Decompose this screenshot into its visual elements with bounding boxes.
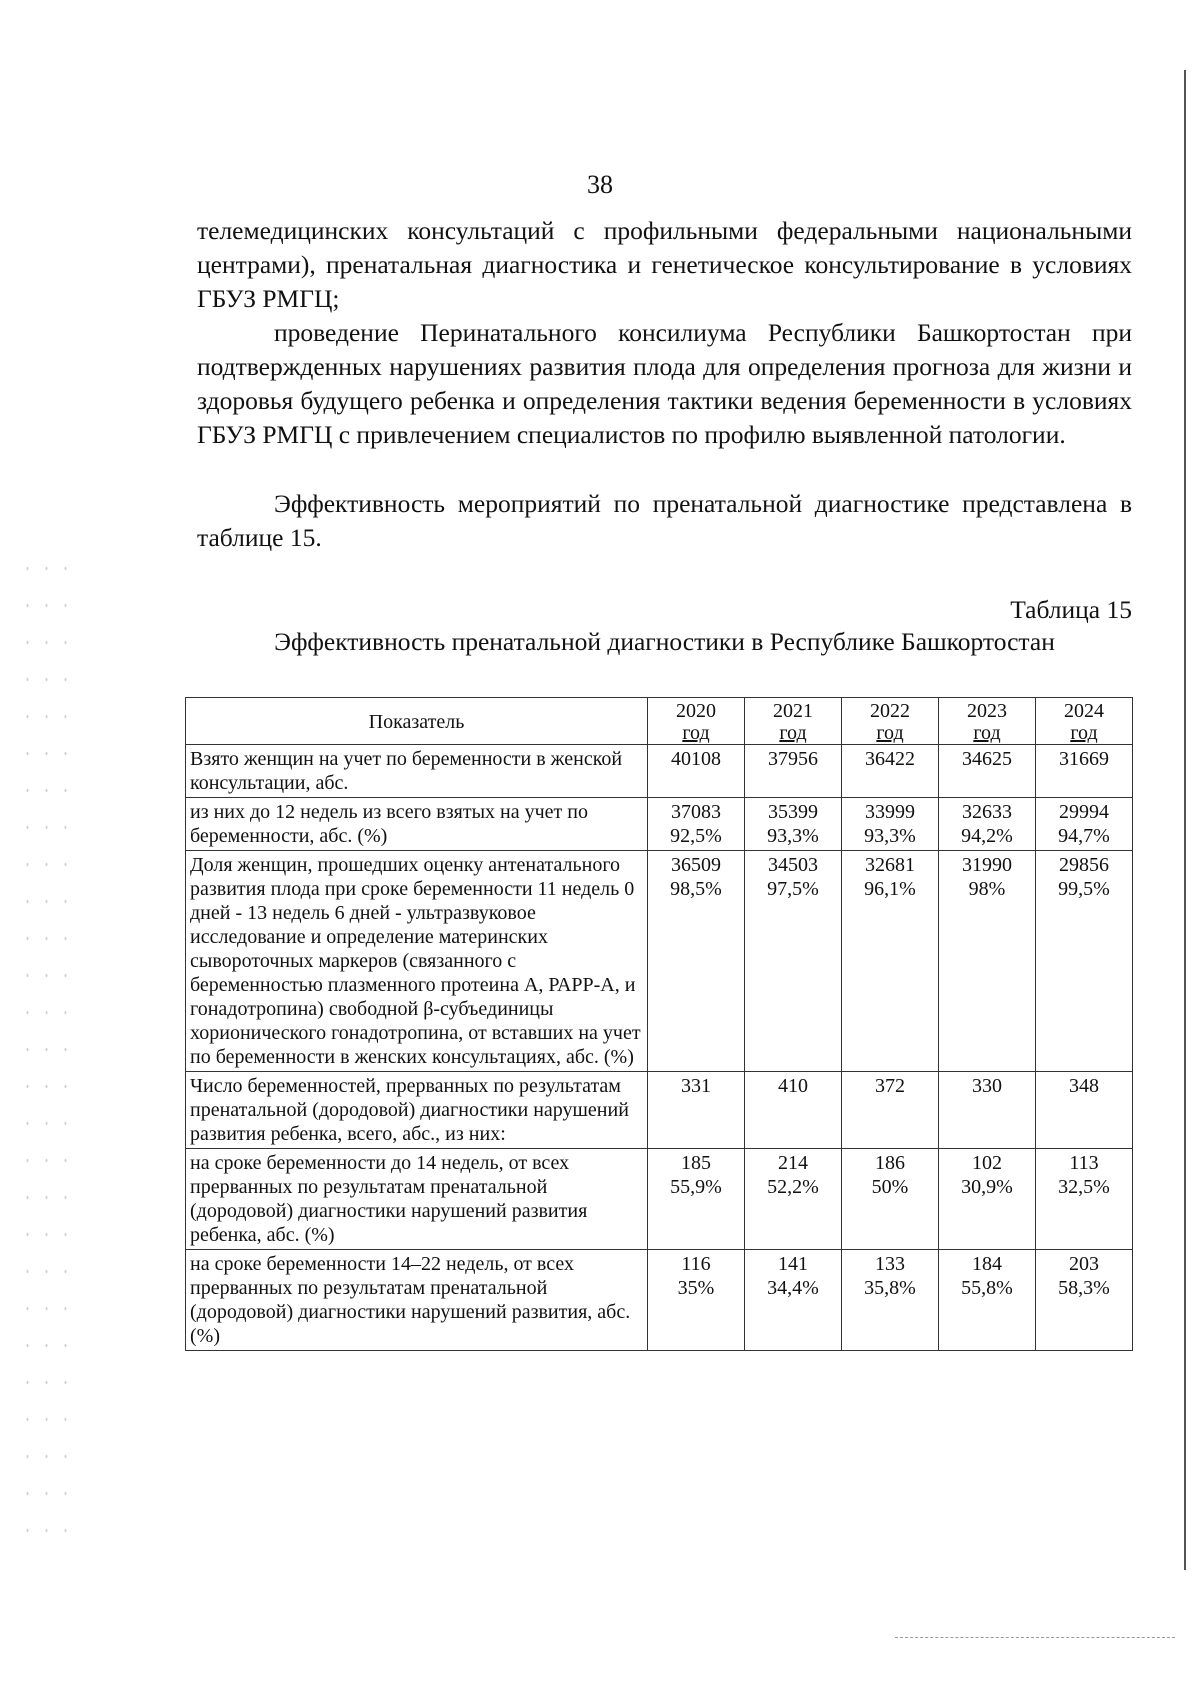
header-year-suffix: год <box>973 722 1001 744</box>
value-percent: 96,1% <box>864 878 916 900</box>
value-cell <box>745 798 842 851</box>
value-percent: 55,8% <box>961 1277 1013 1299</box>
value-cell <box>842 1149 939 1250</box>
paragraph-table-reference: Эффективность мероприятий по пренатальной диагностике представлена в таблице 15. <box>197 489 1132 552</box>
value-percent: 55,9% <box>670 1176 722 1198</box>
table-title: Эффективность пренатальной диагностики в Республике Башкортостан <box>274 627 1055 656</box>
row-indicator: на сроке беременности до 14 недель, от всех прерванных по результатам пренатальной (дородовой) диагностики нарушений развития ребенка, абс. (%) <box>186 1149 648 1250</box>
row-indicator: из них до 12 недель из всего взятых на учет по беременности, абс. (%) <box>186 798 648 851</box>
row-indicator: Доля женщин, прошедших оценку антенатального развития плода при сроке беременности 11 недель 0 дней - 13 недель 6 дней - ультразвуковое исследование и определение материнских сывороточных маркеров (связанного с беременностью плазменного протеина А, РАРР-А, и гонадотропина) свободной β-субъединицы хорионического гонадотропина, от вставших на учет по беременности в женских консультациях, абс. (%) <box>186 851 648 1072</box>
value-cell <box>1036 1149 1133 1250</box>
value-cell <box>745 745 842 798</box>
header-year-number: 2022 <box>870 700 910 722</box>
value-cell <box>939 1072 1036 1149</box>
value-cell <box>745 1072 842 1149</box>
value-cell <box>648 745 745 798</box>
value-cell <box>1036 1250 1133 1351</box>
value-abs: 31669 <box>1059 748 1109 770</box>
value-abs: 29856 <box>1059 854 1109 876</box>
value-cell <box>842 745 939 798</box>
value-percent: 98% <box>968 878 1006 900</box>
header-year-suffix: год <box>1070 722 1098 744</box>
value-percent: 30,9% <box>961 1176 1013 1198</box>
header-year-suffix: год <box>779 722 807 744</box>
value-abs: 36509 <box>671 854 721 876</box>
value-percent: 32,5% <box>1058 1176 1110 1198</box>
value-abs: 203 <box>1069 1253 1099 1275</box>
value-percent: 93,3% <box>864 825 916 847</box>
value-abs: 330 <box>972 1075 1002 1097</box>
prenatal-diagnostics-table <box>185 697 1133 1351</box>
header-year <box>648 698 745 745</box>
paragraph-continuation: телемедицинских консультаций с профильными федеральными национальными центрами), пренатальная диагностика и генетическое консультирование в условиях ГБУЗ РМГЦ; <box>197 216 1132 313</box>
table-row <box>186 798 1133 851</box>
value-abs: 40108 <box>671 748 721 770</box>
table-header-row <box>186 698 1133 745</box>
header-year-suffix: год <box>682 722 710 744</box>
value-abs: 184 <box>972 1253 1002 1275</box>
value-abs: 410 <box>778 1075 808 1097</box>
value-percent: 94,2% <box>961 825 1013 847</box>
value-cell <box>939 1149 1036 1250</box>
value-abs: 185 <box>681 1152 711 1174</box>
value-abs: 116 <box>681 1253 711 1275</box>
header-year-number: 2021 <box>773 700 813 722</box>
header-year-number: 2020 <box>676 700 716 722</box>
value-abs: 33999 <box>865 801 915 823</box>
table-row <box>186 1149 1133 1250</box>
row-indicator: на сроке беременности 14–22 недель, от всех прерванных по результатам пренатальной (дородовой) диагностики нарушений развития, абс. (%) <box>186 1250 648 1351</box>
value-percent: 58,3% <box>1058 1277 1110 1299</box>
value-cell <box>939 851 1036 1072</box>
value-abs: 372 <box>875 1075 905 1097</box>
table-body <box>186 745 1133 1351</box>
value-percent: 50% <box>871 1176 909 1198</box>
value-abs: 102 <box>972 1152 1002 1174</box>
value-cell <box>648 798 745 851</box>
header-indicator: Показатель <box>186 698 648 745</box>
value-cell <box>648 1250 745 1351</box>
scan-footer-line <box>895 1637 1175 1639</box>
value-cell <box>648 851 745 1072</box>
page-number: 38 <box>587 170 613 199</box>
table-row <box>186 1250 1133 1351</box>
value-percent: 52,2% <box>767 1176 819 1198</box>
table-row <box>186 745 1133 798</box>
header-year <box>1036 698 1133 745</box>
value-abs: 214 <box>778 1152 808 1174</box>
header-year <box>842 698 939 745</box>
value-cell <box>842 851 939 1072</box>
value-percent: 35,8% <box>864 1277 916 1299</box>
value-cell <box>745 1149 842 1250</box>
value-abs: 133 <box>875 1253 905 1275</box>
value-cell <box>842 1072 939 1149</box>
value-percent: 34,4% <box>767 1277 819 1299</box>
value-percent: 35% <box>677 1277 715 1299</box>
header-year-number: 2023 <box>967 700 1007 722</box>
value-abs: 331 <box>681 1075 711 1097</box>
value-percent: 98,5% <box>670 878 722 900</box>
header-year-number: 2024 <box>1064 700 1104 722</box>
value-abs: 113 <box>1069 1152 1099 1174</box>
value-abs: 186 <box>875 1152 905 1174</box>
value-cell <box>745 851 842 1072</box>
value-abs: 31990 <box>962 854 1012 876</box>
value-cell <box>939 745 1036 798</box>
value-cell <box>1036 851 1133 1072</box>
value-percent: 99,5% <box>1058 878 1110 900</box>
value-percent: 92,5% <box>670 825 722 847</box>
table-row <box>186 1072 1133 1149</box>
value-abs: 32681 <box>865 854 915 876</box>
value-cell <box>745 1250 842 1351</box>
value-abs: 37956 <box>768 748 818 770</box>
value-abs: 35399 <box>768 801 818 823</box>
header-year <box>939 698 1036 745</box>
scan-edge-line <box>1184 70 1186 1570</box>
header-year-suffix: год <box>876 722 904 744</box>
value-percent: 93,3% <box>767 825 819 847</box>
value-abs: 29994 <box>1059 801 1109 823</box>
value-abs: 37083 <box>671 801 721 823</box>
value-cell <box>939 1250 1036 1351</box>
value-cell <box>1036 1072 1133 1149</box>
value-abs: 34625 <box>962 748 1012 770</box>
value-cell <box>939 798 1036 851</box>
header-year <box>745 698 842 745</box>
value-abs: 141 <box>778 1253 808 1275</box>
value-cell <box>842 798 939 851</box>
value-percent: 97,5% <box>767 878 819 900</box>
value-abs: 32633 <box>962 801 1012 823</box>
table-row <box>186 851 1133 1072</box>
value-cell <box>1036 798 1133 851</box>
value-cell <box>842 1250 939 1351</box>
value-abs: 34503 <box>768 854 818 876</box>
value-abs: 36422 <box>865 748 915 770</box>
value-abs: 348 <box>1069 1075 1099 1097</box>
paragraph-perinatal-council: проведение Перинатального консилиума Республики Башкортостан при подтвержденных нарушениях развития плода для определения прогноза для жизни и здоровья будущего ребенка и определения тактики ведения беременности в условиях ГБУЗ РМГЦ с привлечением специалистов по профилю выявленной патологии. <box>197 318 1132 449</box>
row-indicator: Взято женщин на учет по беременности в женской консультации, абс. <box>186 745 648 798</box>
value-cell <box>648 1149 745 1250</box>
row-indicator: Число беременностей, прерванных по результатам пренатальной (дородовой) диагностики нарушений развития ребенка, всего, абс., из них: <box>186 1072 648 1149</box>
scan-noise <box>18 550 68 1550</box>
value-percent: 94,7% <box>1058 825 1110 847</box>
table-label: Таблица 15 <box>1010 595 1132 624</box>
value-cell <box>1036 745 1133 798</box>
value-cell <box>648 1072 745 1149</box>
